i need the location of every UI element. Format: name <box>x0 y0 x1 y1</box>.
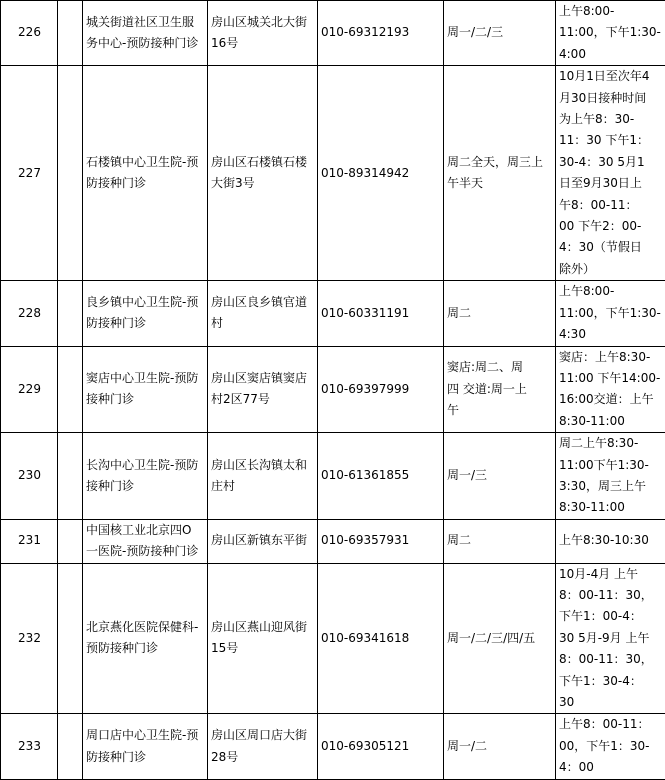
phone-cell: 010-61361855 <box>318 433 444 520</box>
clinic-name-cell-line: 接种门诊 <box>86 389 205 410</box>
address-cell-line: 村2区77号 <box>211 389 315 410</box>
service-days-cell-line: 周一/二/三 <box>447 22 553 43</box>
service-hours-cell-line: 上午8:00- <box>559 281 663 302</box>
clinic-name-cell-line: 北京燕化医院保健科- <box>86 617 205 638</box>
service-hours-cell-line: 为上午8：30- <box>559 109 663 130</box>
address-cell <box>208 563 318 714</box>
address-cell-line: 大街3号 <box>211 173 315 194</box>
service-hours-cell <box>556 346 665 433</box>
blank-cell <box>58 433 83 520</box>
clinic-name-cell <box>83 563 208 714</box>
service-hours-cell-line: 00 下午2：00- <box>559 216 663 237</box>
service-hours-cell <box>556 714 665 779</box>
clinic-name-cell-line: 良乡镇中心卫生院-预 <box>86 292 205 313</box>
phone-cell: 010-69305121 <box>318 714 444 779</box>
clinic-name-cell <box>83 1 208 66</box>
row-number-cell: 229 <box>1 346 58 433</box>
service-hours-cell <box>556 433 665 520</box>
service-hours-cell-line: 上午8:30-10:30 <box>559 530 663 551</box>
phone-cell: 010-60331191 <box>318 281 444 346</box>
service-hours-cell-line: 上午8:00- <box>559 1 663 22</box>
service-days-cell <box>444 563 556 714</box>
service-hours-cell-line: 日至9月30日上 <box>559 173 663 194</box>
blank-cell <box>58 714 83 779</box>
service-hours-cell-line: 3:30，周三上午 <box>559 476 663 497</box>
service-hours-cell-line: 11：30 下午1： <box>559 130 663 151</box>
row-number-cell: 227 <box>1 66 58 281</box>
table-row <box>1 281 665 346</box>
table-row <box>1 1 665 66</box>
service-hours-cell-line: 30-4：30 5月1 <box>559 152 663 173</box>
address-cell-line: 16号 <box>211 33 315 54</box>
service-hours-cell-line: 11:00，下午1:30- <box>559 303 663 324</box>
service-days-cell-line: 午半天 <box>447 173 553 194</box>
address-cell-line: 庄村 <box>211 476 315 497</box>
clinic-name-cell <box>83 519 208 563</box>
address-cell <box>208 346 318 433</box>
service-hours-cell-line: 下午1：30-4： <box>559 671 663 692</box>
table-row <box>1 519 665 563</box>
blank-cell <box>58 519 83 563</box>
service-hours-cell-line: 8:30-11:00 <box>559 411 663 432</box>
blank-cell <box>58 563 83 714</box>
service-hours-cell-line: 周二上午8:30- <box>559 433 663 454</box>
service-hours-cell-line: 8:30-11:00 <box>559 497 663 518</box>
address-cell <box>208 281 318 346</box>
service-hours-cell-line: 月30日接种时间 <box>559 88 663 109</box>
service-days-cell-line: 午 <box>447 400 553 421</box>
service-days-cell-line: 周二 <box>447 530 553 551</box>
service-hours-cell <box>556 1 665 66</box>
phone-cell: 010-69341618 <box>318 563 444 714</box>
service-days-cell <box>444 1 556 66</box>
clinic-name-cell <box>83 714 208 779</box>
clinic-name-cell-line: 接种门诊 <box>86 476 205 497</box>
clinic-name-cell <box>83 433 208 520</box>
table-row <box>1 714 665 779</box>
service-hours-cell-line: 4：30（节假日 <box>559 237 663 258</box>
service-hours-cell-line: 10月-4月 上午 <box>559 564 663 585</box>
blank-cell <box>58 346 83 433</box>
blank-cell <box>58 281 83 346</box>
address-cell-line: 房山区燕山迎风街 <box>211 617 315 638</box>
service-hours-cell-line: 11:00下午1:30- <box>559 455 663 476</box>
clinic-name-cell-line: 窦店中心卫生院-预防 <box>86 368 205 389</box>
service-days-cell-line: 周二全天，周三上 <box>447 152 553 173</box>
row-number-cell: 232 <box>1 563 58 714</box>
service-days-cell <box>444 281 556 346</box>
service-hours-cell-line: 8：00-11：30， <box>559 585 663 606</box>
service-hours-cell-line: 午8：00-11： <box>559 195 663 216</box>
clinic-name-cell-line: 务中心-预防接种门诊 <box>86 33 205 54</box>
clinic-name-cell-line: 防接种门诊 <box>86 173 205 194</box>
address-cell <box>208 714 318 779</box>
clinic-name-cell <box>83 66 208 281</box>
phone-cell: 010-89314942 <box>318 66 444 281</box>
clinic-name-cell <box>83 281 208 346</box>
service-days-cell-line: 周一/二 <box>447 736 553 757</box>
phone-cell: 010-69357931 <box>318 519 444 563</box>
service-hours-cell <box>556 66 665 281</box>
address-cell-line: 房山区周口店大街 <box>211 725 315 746</box>
clinic-name-cell-line: 长沟中心卫生院-预防 <box>86 455 205 476</box>
row-number-cell: 231 <box>1 519 58 563</box>
address-cell-line: 房山区窦店镇窦店 <box>211 368 315 389</box>
clinic-name-cell-line: 城关街道社区卫生服 <box>86 12 205 33</box>
phone-cell: 010-69397999 <box>318 346 444 433</box>
address-cell-line: 房山区长沟镇太和 <box>211 455 315 476</box>
clinic-name-cell-line: 一医院-预防接种门诊 <box>86 541 205 562</box>
service-hours-cell-line: 11:00 下午14:00- <box>559 368 663 389</box>
address-cell-line: 房山区新镇东平街 <box>211 530 315 551</box>
service-hours-cell-line: 4：00 <box>559 757 663 778</box>
service-hours-cell-line: 除外） <box>559 259 663 280</box>
row-number-cell: 226 <box>1 1 58 66</box>
service-hours-cell-line: 11:00，下午1:30- <box>559 22 663 43</box>
table-row <box>1 563 665 714</box>
table-row <box>1 433 665 520</box>
table-row <box>1 346 665 433</box>
service-hours-cell-line: 30 5月-9月 上午 <box>559 628 663 649</box>
service-days-cell <box>444 433 556 520</box>
clinic-name-cell-line: 中国核工业北京四O <box>86 520 205 541</box>
clinic-name-cell-line: 预防接种门诊 <box>86 638 205 659</box>
service-hours-cell-line: 下午1：00-4： <box>559 606 663 627</box>
service-days-cell <box>444 519 556 563</box>
clinic-name-cell <box>83 346 208 433</box>
service-days-cell-line: 窦店:周二、周 <box>447 357 553 378</box>
blank-cell <box>58 1 83 66</box>
service-days-cell-line: 周一/二/三/四/五 <box>447 628 553 649</box>
row-number-cell: 230 <box>1 433 58 520</box>
service-hours-cell <box>556 519 665 563</box>
clinic-name-cell-line: 周口店中心卫生院-预 <box>86 725 205 746</box>
address-cell <box>208 66 318 281</box>
service-hours-cell-line: 10月1日至次年4 <box>559 66 663 87</box>
service-days-cell-line: 周一/三 <box>447 465 553 486</box>
table-body <box>1 1 665 780</box>
service-hours-cell <box>556 563 665 714</box>
service-hours-cell-line: 16:00交道：上午 <box>559 389 663 410</box>
address-cell <box>208 1 318 66</box>
address-cell-line: 28号 <box>211 747 315 768</box>
clinic-name-cell-line: 防接种门诊 <box>86 313 205 334</box>
service-days-cell <box>444 346 556 433</box>
service-days-cell-line: 周二 <box>447 303 553 324</box>
service-hours-cell-line: 上午8：00-11： <box>559 714 663 735</box>
table-row <box>1 66 665 281</box>
service-days-cell-line: 四 交道:周一上 <box>447 379 553 400</box>
service-hours-cell <box>556 281 665 346</box>
address-cell-line: 15号 <box>211 638 315 659</box>
clinic-name-cell-line: 石楼镇中心卫生院-预 <box>86 152 205 173</box>
service-hours-cell-line: 30 <box>559 692 663 713</box>
address-cell-line: 房山区良乡镇官道 <box>211 292 315 313</box>
service-hours-cell-line: 8：00-11：30， <box>559 649 663 670</box>
address-cell <box>208 433 318 520</box>
service-hours-cell-line: 4:30 <box>559 324 663 345</box>
service-hours-cell-line: 窦店：上午8:30- <box>559 347 663 368</box>
row-number-cell: 228 <box>1 281 58 346</box>
service-days-cell <box>444 714 556 779</box>
service-hours-cell-line: 00，下午1：30- <box>559 736 663 757</box>
address-cell-line: 村 <box>211 313 315 334</box>
service-days-cell <box>444 66 556 281</box>
address-cell-line: 房山区城关北大街 <box>211 12 315 33</box>
row-number-cell: 233 <box>1 714 58 779</box>
address-cell <box>208 519 318 563</box>
address-cell-line: 房山区石楼镇石楼 <box>211 152 315 173</box>
clinic-name-cell-line: 防接种门诊 <box>86 747 205 768</box>
blank-cell <box>58 66 83 281</box>
phone-cell: 010-69312193 <box>318 1 444 66</box>
service-hours-cell-line: 4:00 <box>559 44 663 65</box>
